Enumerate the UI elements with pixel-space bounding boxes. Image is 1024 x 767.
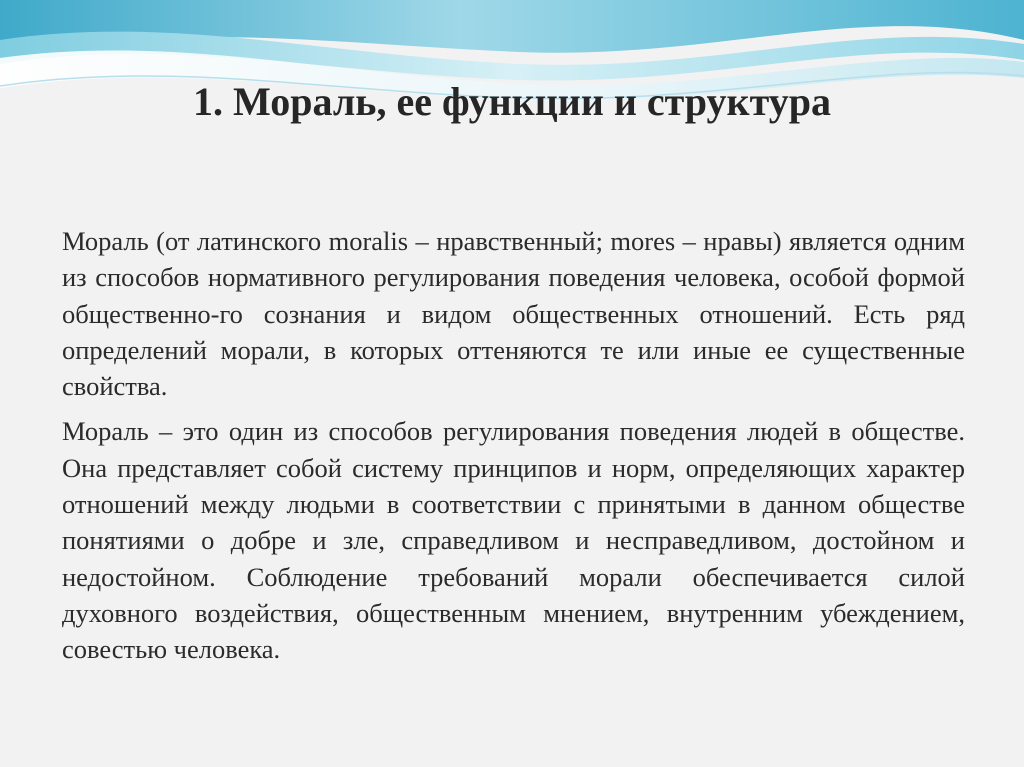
paragraph-definition: Мораль (от латинского moralis – нравственный; mores – нравы) является одним из способов нормативного регулирования поведения человека, особой формой общественно-го сознания и видом общественных отношений. Есть ряд определений морали, в которых оттеняются те или иные ее существенные свойства.: [62, 226, 965, 402]
slide-title: 1. Мораль, ее функции и структура: [193, 79, 831, 124]
slide-body: [62, 223, 965, 677]
paragraph-description: Мораль – это один из способов регулирования поведения людей в обществе. Она представляет собой систему принципов и норм, определяющих характер отношений между людьми в соответствии с принятыми в данном обществе понятиями о добре и зле, справедливом и несправедливом, достойном и недостойном. Соблюдение требований морали обеспечивается силой духовного воздействия, общественным мнением, внутренним убеждением, совестью человека.: [62, 416, 965, 665]
